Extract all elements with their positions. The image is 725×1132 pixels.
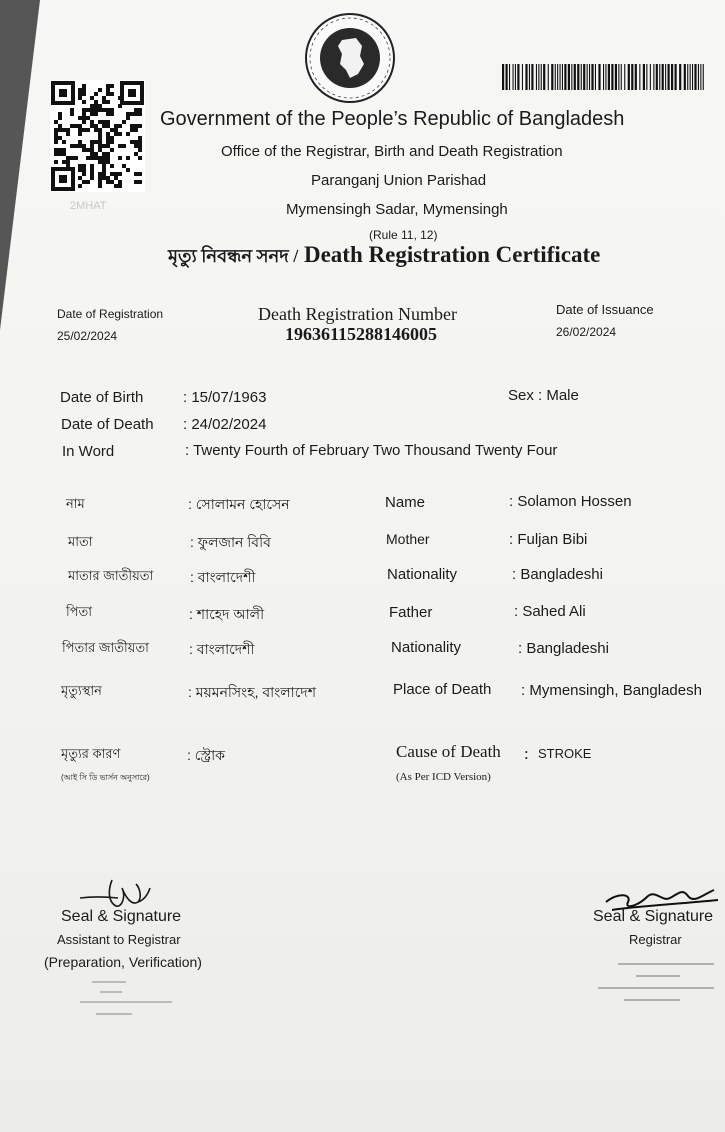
bn-cause-of-death-value: : স্ট্রোক (187, 747, 225, 763)
bn-mother-nationality-label: মাতার জাতীয়তা (68, 568, 154, 583)
registration-number-label: Death Registration Number (258, 304, 457, 324)
sex-value: Sex : Male (508, 387, 579, 404)
date-of-registration-value: 25/02/2024 (57, 329, 118, 343)
name-label: Name (385, 494, 426, 511)
father-nationality-value: : Bangladeshi (518, 640, 609, 657)
union-name: Paranganj Union Parishad (311, 172, 487, 189)
left-stamp-icon (64, 976, 184, 1028)
father-nationality-label: Nationality (391, 639, 462, 656)
bn-father-nationality-value: : বাংলাদেশী (189, 641, 255, 657)
cause-of-death-value: STROKE (538, 746, 592, 761)
in-word-value: : Twenty Fourth of February Two Thousand Twenty Four (185, 442, 558, 459)
bn-name-label: নাম (66, 496, 85, 511)
certificate-title (168, 242, 600, 273)
assistant-registrar-subtitle: (Preparation, Verification) (44, 954, 202, 970)
bn-cause-of-death-label: মৃত্যুর কারণ (61, 746, 121, 761)
date-of-issuance-label: Date of Issuance (556, 302, 654, 317)
cause-of-death-colon: : (524, 744, 529, 763)
bn-father-value: : শাহেদ আলী (189, 606, 265, 622)
date-of-registration-label: Date of Registration (57, 307, 164, 321)
office-name: Office of the Registrar, Birth and Death Registration (221, 143, 563, 160)
date-of-death-value: : 24/02/2024 (183, 416, 267, 433)
place-of-death-label: Place of Death (393, 681, 492, 698)
in-word-label: In Word (62, 443, 115, 460)
bn-mother-nationality-value: : বাংলাদেশী (190, 569, 256, 585)
qr-code (50, 80, 145, 192)
registrar-role: Registrar (629, 932, 682, 947)
certificate-title-bn: মৃত্যু নিবন্ধন সনদ / (168, 246, 299, 266)
mother-value: : Fuljan Bibi (509, 531, 588, 548)
cause-of-death-label: Cause of Death (396, 742, 501, 761)
date-of-birth-label: Date of Birth (60, 389, 144, 406)
father-value: : Sahed Ali (514, 603, 586, 620)
bn-mother-value: : ফুলজান বিবি (190, 534, 271, 550)
registration-number-value: 19636115288146005 (285, 324, 438, 344)
bn-place-of-death-label: মৃত্যুস্থান (61, 683, 102, 698)
assistant-registrar-role: Assistant to Registrar (57, 932, 181, 947)
father-label: Father (389, 604, 433, 621)
name-value: : Solamon Hossen (509, 493, 632, 510)
mother-nationality-label: Nationality (387, 566, 458, 583)
bn-cause-of-death-note: (আই সি ডি ভার্সন অনুসারে) (61, 773, 150, 782)
bn-father-label: পিতা (66, 604, 93, 619)
rule-reference: (Rule 11, 12) (369, 228, 438, 242)
date-of-issuance-value: 26/02/2024 (556, 325, 617, 339)
watermark-text: 2MHAT (70, 200, 107, 212)
date-of-death-label: Date of Death (61, 416, 154, 433)
paper-fold-shadow (0, 0, 40, 330)
bn-father-nationality-label: পিতার জাতীয়তা (62, 640, 149, 655)
right-stamp-icon (592, 956, 722, 1014)
place-of-death-value: : Mymensingh, Bangladesh (521, 682, 702, 699)
left-seal-signature-title: Seal & Signature (61, 908, 182, 925)
cause-of-death-note: (As Per ICD Version) (396, 771, 491, 783)
bn-place-of-death-value: : ময়মনসিংহ, বাংলাদেশ (188, 684, 316, 700)
bn-name-value: : সোলামন হোসেন (188, 496, 290, 512)
barcode (500, 64, 705, 90)
date-of-birth-value: : 15/07/1963 (183, 389, 267, 406)
assistant-signature-icon (78, 876, 158, 912)
bangladesh-government-seal-icon (304, 12, 396, 104)
right-seal-signature-title: Seal & Signature (593, 908, 714, 925)
location-name: Mymensingh Sadar, Mymensingh (286, 201, 508, 218)
mother-label: Mother (386, 531, 430, 547)
mother-nationality-value: : Bangladeshi (512, 566, 603, 583)
bn-mother-label: মাতা (68, 534, 93, 549)
government-title: Government of the People’s Republic of Bangladesh (160, 108, 625, 130)
certificate-title-en: Death Registration Certificate (298, 242, 601, 267)
